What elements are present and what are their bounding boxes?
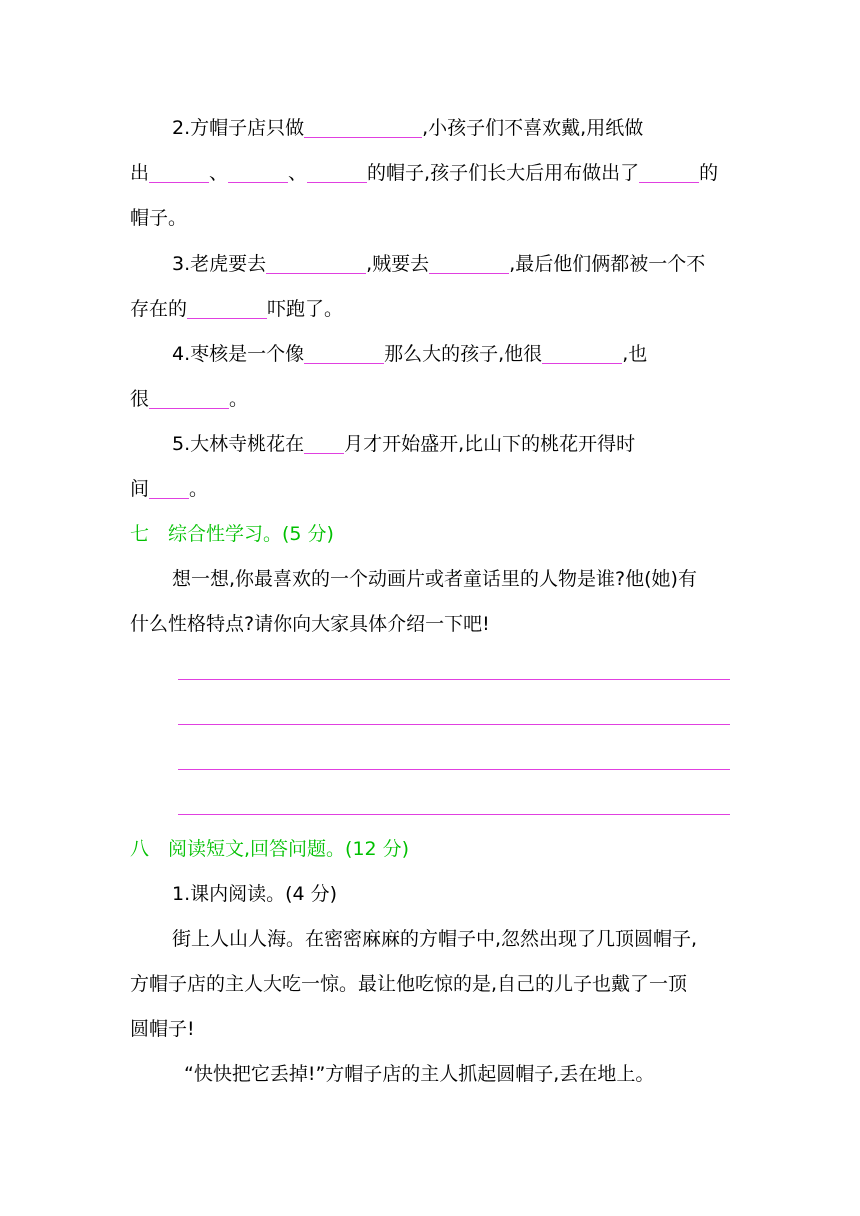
section8-title: 八 阅读短文,回答问题。(12 分) <box>130 838 410 860</box>
q3-text-c: ,最后他们俩都被一个不 <box>509 253 706 275</box>
q5-line1 <box>172 432 635 456</box>
q2-line1 <box>172 116 643 140</box>
q4-text-a: 4.枣核是一个像 <box>172 343 305 365</box>
q2-text-h: 帽子。 <box>130 207 188 229</box>
q2-text-c: 出 <box>130 162 150 184</box>
answer-line-3[interactable] <box>178 769 730 770</box>
q2-blank-1[interactable] <box>304 117 422 138</box>
q3-text-b: ,贼要去 <box>366 253 430 275</box>
q2-text-g: 的 <box>699 162 719 184</box>
q3-blank-2[interactable] <box>429 253 509 274</box>
q3-text-d: 存在的 <box>130 298 188 320</box>
q4-text-d: 很 <box>130 388 150 410</box>
answer-line-4[interactable] <box>178 814 730 815</box>
q5-blank-1[interactable] <box>304 433 344 454</box>
passage-line2: 方帽子店的主人大吃一惊。最让他吃惊的是,自己的儿子也戴了一顶 <box>130 973 688 995</box>
q5-text-d: 。 <box>189 478 209 500</box>
answer-line-1[interactable] <box>178 679 730 680</box>
q2-text-e: 、 <box>288 162 308 184</box>
q2-text-f: 的帽子,孩子们长大后用布做出了 <box>367 162 640 184</box>
q5-text-c: 间 <box>130 478 150 500</box>
q3-blank-1[interactable] <box>266 253 366 274</box>
q5-line2 <box>130 477 208 501</box>
q3-text-a: 3.老虎要去 <box>172 253 267 275</box>
q2-line3 <box>130 206 187 230</box>
q2-blank-4[interactable] <box>307 162 367 183</box>
q4-line1 <box>172 342 647 366</box>
q2-line2 <box>130 161 718 185</box>
q3-blank-3[interactable] <box>187 298 267 319</box>
q5-text-b: 月才开始盛开,比山下的桃花开得时 <box>344 433 636 455</box>
q5-blank-2[interactable] <box>149 478 189 499</box>
q3-line1 <box>172 252 705 276</box>
passage-line4: “快快把它丢掉!”方帽子店的主人抓起圆帽子,丢在地上。 <box>184 1063 655 1085</box>
q4-blank-1[interactable] <box>304 343 384 364</box>
section7-paragraph-line1: 想一想,你最喜欢的一个动画片或者童话里的人物是谁?他(她)有 <box>172 568 697 590</box>
q3-text-e: 吓跑了。 <box>267 298 344 320</box>
q4-text-e: 。 <box>229 388 249 410</box>
q4-text-c: ,也 <box>622 343 648 365</box>
q2-blank-2[interactable] <box>149 162 209 183</box>
answer-line-2[interactable] <box>178 724 730 725</box>
q4-blank-3[interactable] <box>149 388 229 409</box>
q5-text-a: 5.大林寺桃花在 <box>172 433 305 455</box>
q2-text-a: 2.方帽子店只做 <box>172 117 305 139</box>
q2-blank-5[interactable] <box>639 162 699 183</box>
section7-title: 七 综合性学习。(5 分) <box>130 523 334 545</box>
q2-text-d: 、 <box>209 162 229 184</box>
passage-line1: 街上人山人海。在密密麻麻的方帽子中,忽然出现了几顶圆帽子, <box>172 928 698 950</box>
section8-subheading: 1.课内阅读。(4 分) <box>172 883 338 905</box>
q2-text-b: ,小孩子们不喜欢戴,用纸做 <box>422 117 644 139</box>
q3-line2 <box>130 297 343 321</box>
q4-text-b: 那么大的孩子,他很 <box>384 343 543 365</box>
passage-line3: 圆帽子! <box>130 1018 195 1040</box>
section7-paragraph-line2: 什么性格特点?请你向大家具体介绍一下吧! <box>130 613 490 635</box>
q4-blank-2[interactable] <box>542 343 622 364</box>
q2-blank-3[interactable] <box>228 162 288 183</box>
q4-line2 <box>130 387 248 411</box>
